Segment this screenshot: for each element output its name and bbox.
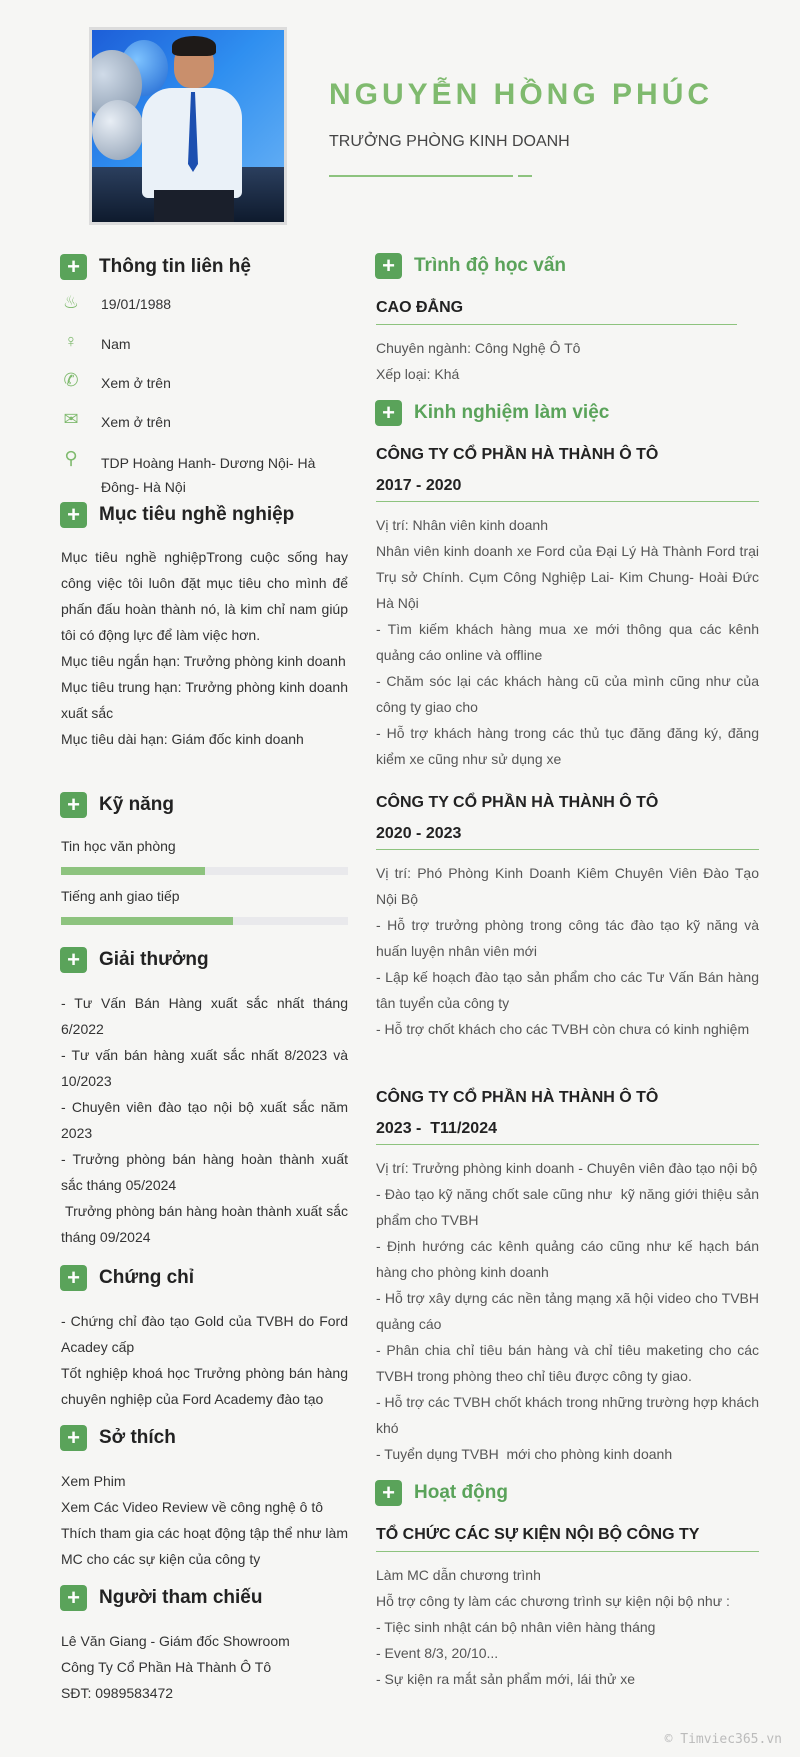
job-divider [376,1144,759,1145]
certificates-text [61,1308,348,1412]
objective-line: Mục tiêu dài hạn: Giám đốc kinh doanh [61,731,304,747]
job-company: CÔNG TY CỔ PHẦN HÀ THÀNH Ô TÔ [376,446,659,463]
award-line: Trưởng phòng bán hàng hoàn thành xuất sắc tháng 09/2024 [61,1203,352,1245]
job-period: 2020 - 2023 [376,825,462,842]
skill-bar [61,917,348,925]
experience-section-title: Kinh nghiệm làm việc [414,402,610,423]
references-text [61,1628,348,1706]
job-line: Vị trí: Trưởng phòng kinh doanh - Chuyên viên đào tạo nội bộ [376,1160,758,1176]
job-divider [376,849,759,850]
activities-org: TỔ CHỨC CÁC SỰ KIỆN NỘI BỘ CÔNG TY [376,1526,700,1543]
skill-name: Tin học văn phòng [61,838,176,854]
profile-photo [92,30,284,222]
education-line: Xếp loại: Khá [376,366,460,382]
activity-line: - Tiệc sinh nhật cán bộ nhân viên hàng tháng [376,1619,656,1635]
job-line: - Phân chia chỉ tiêu bán hàng và chỉ tiêu maketing cho các TVBH trong phòng theo chỉ tiêu được công ty giao. [376,1342,759,1384]
objective-section-title: Mục tiêu nghề nghiệp [99,504,295,525]
activities-details [376,1562,759,1692]
job-line: - Hỗ trợ xây dựng các nền tảng mạng xã hội video cho TVBH quảng cáo [376,1290,759,1332]
job-line: Vị trí: Nhân viên kinh doanh [376,517,548,533]
awards-section-title: Giải thưởng [99,949,209,970]
footer-watermark: © Timviec365.vn [664,1732,782,1747]
job-line: Nhân viên kinh doanh xe Ford của Đại Lý Hà Thành Ford trại Trụ sở Chính. Cụm Công Nghiệp Lai- Kim Chung- Hoài Đức Hà Nội [376,543,759,611]
objective-line: Mục tiêu trung hạn: Trưởng phòng kinh doanh xuất sắc [61,679,348,721]
email-icon: ✉ [63,409,79,429]
location-icon: ⚲ [64,448,78,468]
activity-line: - Sự kiện ra mắt sản phẩm mới, lái thử xe [376,1671,636,1687]
activity-line: - Event 8/3, 20/10... [376,1645,499,1661]
plus-icon: + [60,254,87,280]
cake-icon: ♨ [62,292,80,312]
awards-text [61,990,352,1250]
plus-icon: + [375,400,402,426]
certificate-line: - Chứng chỉ đào tạo Gold của TVBH do Ford Acadey cấp [61,1313,348,1355]
email: Xem ở trên [101,414,171,430]
plus-icon: + [375,253,402,279]
birthday: 19/01/1988 [101,296,172,312]
job-line: - Chăm sóc lại các khách hàng cũ của mình cũng như của công ty giao cho [376,673,759,715]
job-line: - Tìm kiếm khách hàng mua xe mới thông qua các kênh quảng cáo online và offline [376,621,759,663]
hobby-line: Thích tham gia các hoạt động tập thể như làm MC cho các sự kiện của công ty [61,1525,348,1567]
education-section-title: Trình độ học vấn [414,255,567,276]
references-section-title: Người tham chiếu [99,1587,263,1608]
hobby-line: Xem Các Video Review về công nghệ ô tô [61,1499,324,1515]
job-line: - Hỗ trợ trưởng phòng trong công tác đào tạo kỹ năng và huấn luyện nhân viên mới [376,917,759,959]
job-details [376,512,759,772]
reference-line: Lê Văn Giang - Giám đốc Showroom [61,1633,290,1649]
plus-icon: + [60,1425,87,1451]
certificates-section-title: Chứng chỉ [99,1267,195,1288]
plus-icon: + [60,1265,87,1291]
phone-icon: ✆ [63,370,79,390]
skill-bar [61,867,348,875]
activity-line: Hỗ trợ công ty làm các chương trình sự kiện nội bộ như : [376,1593,730,1609]
plus-icon: + [60,947,87,973]
job-details [376,860,759,1042]
activity-line: Làm MC dẫn chương trình [376,1567,541,1583]
gender-icon: ♀ [64,331,78,351]
objective-line: Mục tiêu ngắn hạn: Trưởng phòng kinh doanh [61,653,346,669]
education-details [376,335,759,387]
job-details [376,1155,763,1467]
certificate-line: Tốt nghiệp khoá học Trưởng phòng bán hàng chuyên nghiệp của Ford Academy đào tạo [61,1365,348,1407]
job-line: - Hỗ trợ chốt khách cho các TVBH còn chưa có kinh nghiệm [376,1021,750,1037]
plus-icon: + [60,1585,87,1611]
phone: Xem ở trên [101,375,171,391]
candidate-job-title: TRƯỞNG PHÒNG KINH DOANH [329,133,570,150]
reference-line: Công Ty Cổ Phần Hà Thành Ô Tô [61,1659,272,1675]
hobbies-text [61,1468,348,1572]
job-line: - Đào tạo kỹ năng chốt sale cũng như kỹ năng giới thiệu sản phẩm cho TVBH [376,1186,763,1228]
plus-icon: + [375,1480,402,1506]
address: TDP Hoàng Hanh- Dương Nội- Hà Đông- Hà Nội [101,455,316,495]
objective-text [61,544,348,752]
skill-name: Tiếng anh giao tiếp [61,888,180,904]
award-line: - Tư Vấn Bán Hàng xuất sắc nhất tháng 6/2022 [61,995,348,1037]
education-school: CAO ĐẲNG [376,299,464,316]
job-period: 2017 - 2020 [376,477,462,494]
job-line: - Lập kế hoạch đào tạo sản phẩm cho các Tư Vấn Bán hàng tân tuyển của công ty [376,969,759,1011]
reference-line: SĐT: 0989583472 [61,1685,174,1701]
objective-line: Mục tiêu nghề nghiệpTrong cuộc sống hay công việc tôi luôn đặt mục tiêu cho mình để phấn đấu hoàn thành nó, là kim chỉ nam giúp tôi có động lực để làm việc hơn. [61,549,348,643]
hobbies-section-title: Sở thích [99,1427,176,1448]
award-line: - Chuyên viên đào tạo nội bộ xuất sắc năm 2023 [61,1099,348,1141]
hobby-line: Xem Phim [61,1473,126,1489]
education-divider [376,324,737,325]
activities-section-title: Hoạt động [414,1482,508,1503]
plus-icon: + [60,502,87,528]
job-line: - Hỗ trợ khách hàng trong các thủ tục đăng đăng ký, đăng kiểm xe cũng như sử dụng xe [376,725,759,767]
job-line: - Định hướng các kênh quảng cáo cũng như kế hạch bán hàng cho phòng kinh doanh [376,1238,759,1280]
contact-section-title: Thông tin liên hệ [99,256,251,277]
job-company: CÔNG TY CỔ PHẦN HÀ THÀNH Ô TÔ [376,1089,659,1106]
education-line: Chuyên ngành: Công Nghệ Ô Tô [376,340,581,356]
plus-icon: + [60,792,87,818]
skills-section-title: Kỹ năng [99,794,174,815]
activities-divider [376,1551,759,1552]
gender: Nam [101,336,131,352]
job-line: - Hỗ trợ các TVBH chốt khách trong những trường hợp khách khó [376,1394,759,1436]
job-line: Vị trí: Phó Phòng Kinh Doanh Kiêm Chuyên Viên Đào Tạo Nội Bộ [376,865,759,907]
title-underline-dash [518,175,532,177]
skill-bar-fill [61,867,205,875]
award-line: - Tư vấn bán hàng xuất sắc nhất 8/2023 và 10/2023 [61,1047,348,1089]
job-line: - Tuyển dụng TVBH mới cho phòng kinh doanh [376,1446,673,1462]
title-underline [329,175,513,177]
award-line: - Trưởng phòng bán hàng hoàn thành xuất sắc tháng 05/2024 [61,1151,348,1193]
candidate-name: NGUYỄN HỒNG PHÚC [329,78,714,111]
job-divider [376,501,759,502]
job-company: CÔNG TY CỔ PHẦN HÀ THÀNH Ô TÔ [376,794,659,811]
skill-bar-fill [61,917,233,925]
job-period: 2023 - T11/2024 [376,1120,497,1137]
